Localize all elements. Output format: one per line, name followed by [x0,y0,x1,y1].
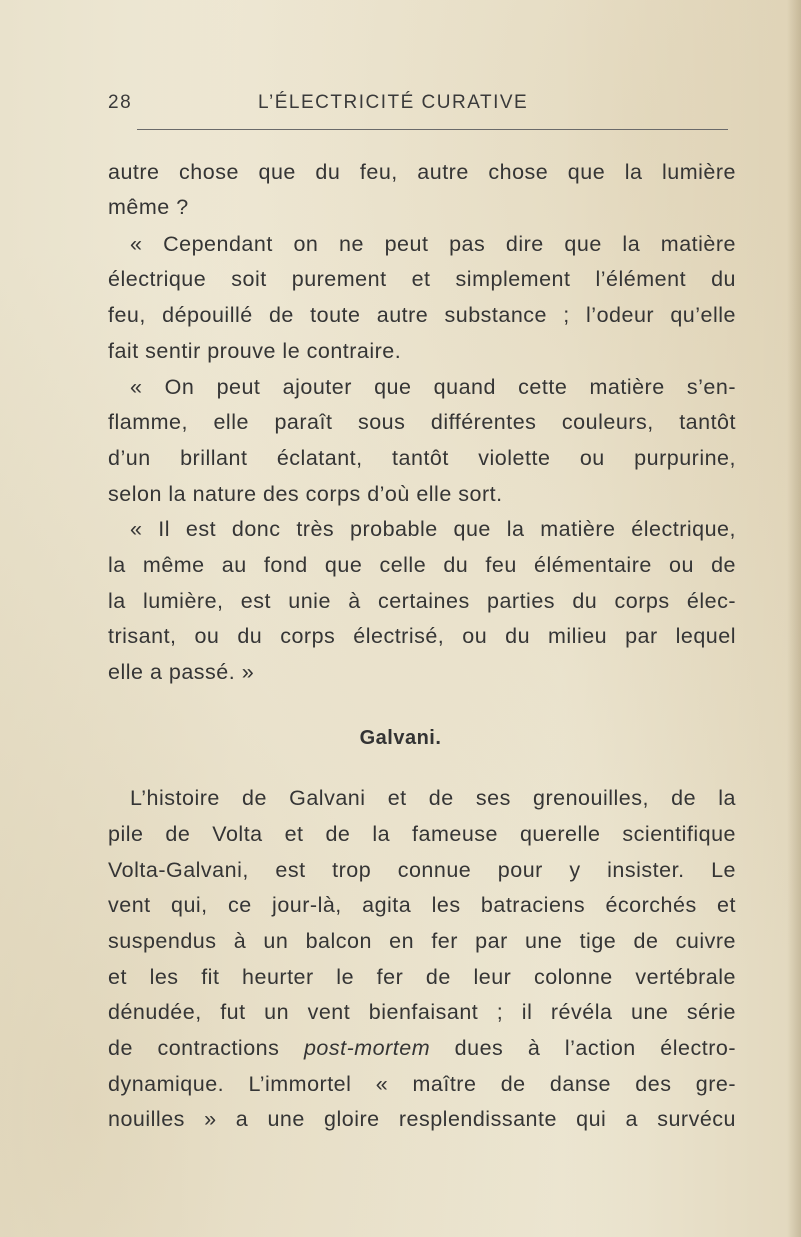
text-line: L’histoire de Galvani et de ses grenouilles, de la [130,786,736,810]
text-line: « Cependant on ne peut pas dire que la matière [130,232,736,256]
text-line: vent qui, ce jour-là, agita les batraciens écorchés et [108,893,736,917]
running-head: L’ÉLECTRICITÉ CURATIVE [258,92,529,113]
text-line: d’un brillant éclatant, tantôt violette ou purpurine, [108,446,736,470]
text-line: trisant, ou du corps électrisé, ou du milieu par lequel [108,624,736,648]
page-number: 28 [108,92,133,113]
text-line: et les fit heurter le fer de leur colonne vertébrale [108,965,736,989]
page-header [108,92,736,118]
text-line: autre chose que du feu, autre chose que la lumière [108,160,736,184]
text-line: « On peut ajouter que quand cette matière s’en- [130,375,736,399]
italic-term: post-mortem [303,1036,431,1060]
text-line: électrique soit purement et simplement l’élément du [108,267,736,291]
text-line: pile de Volta et de la fameuse querelle scientifique [108,822,736,846]
text-line: nouilles » a une gloire resplendissante qui a survécu [108,1107,736,1131]
text-line: selon la nature des corps d’où elle sort. [108,482,503,506]
text-line: « Il est donc très probable que la matière électrique, [130,517,736,541]
text-line: elle a passé. » [108,660,255,684]
text-segment: dues à l’action électro- [454,1036,736,1060]
text-line: la lumière, est unie à certaines parties du corps élec- [108,589,736,613]
text-line: dénudée, fut un vent bienfaisant ; il révéla une série [108,1000,736,1024]
section-title: Galvani. [359,727,442,749]
text-line: dynamique. L’immortel « maître de danse des gre- [108,1072,736,1096]
text-line [108,1036,736,1072]
text-line: fait sentir prouve le contraire. [108,339,402,363]
page-edge-shadow [787,0,801,1237]
text-line: flamme, elle paraît sous différentes couleurs, tantôt [108,410,736,434]
text-line: même ? [108,195,189,219]
text-line: la même au fond que celle du feu élémentaire ou de [108,553,736,577]
header-rule [137,129,728,130]
text-segment: de contractions [108,1036,280,1060]
text-line: suspendus à un balcon en fer par une tige de cuivre [108,929,736,953]
text-line: Volta-Galvani, est trop connue pour y insister. Le [108,858,736,882]
text-line: feu, dépouillé de toute autre substance ; l’odeur qu’elle [108,303,736,327]
